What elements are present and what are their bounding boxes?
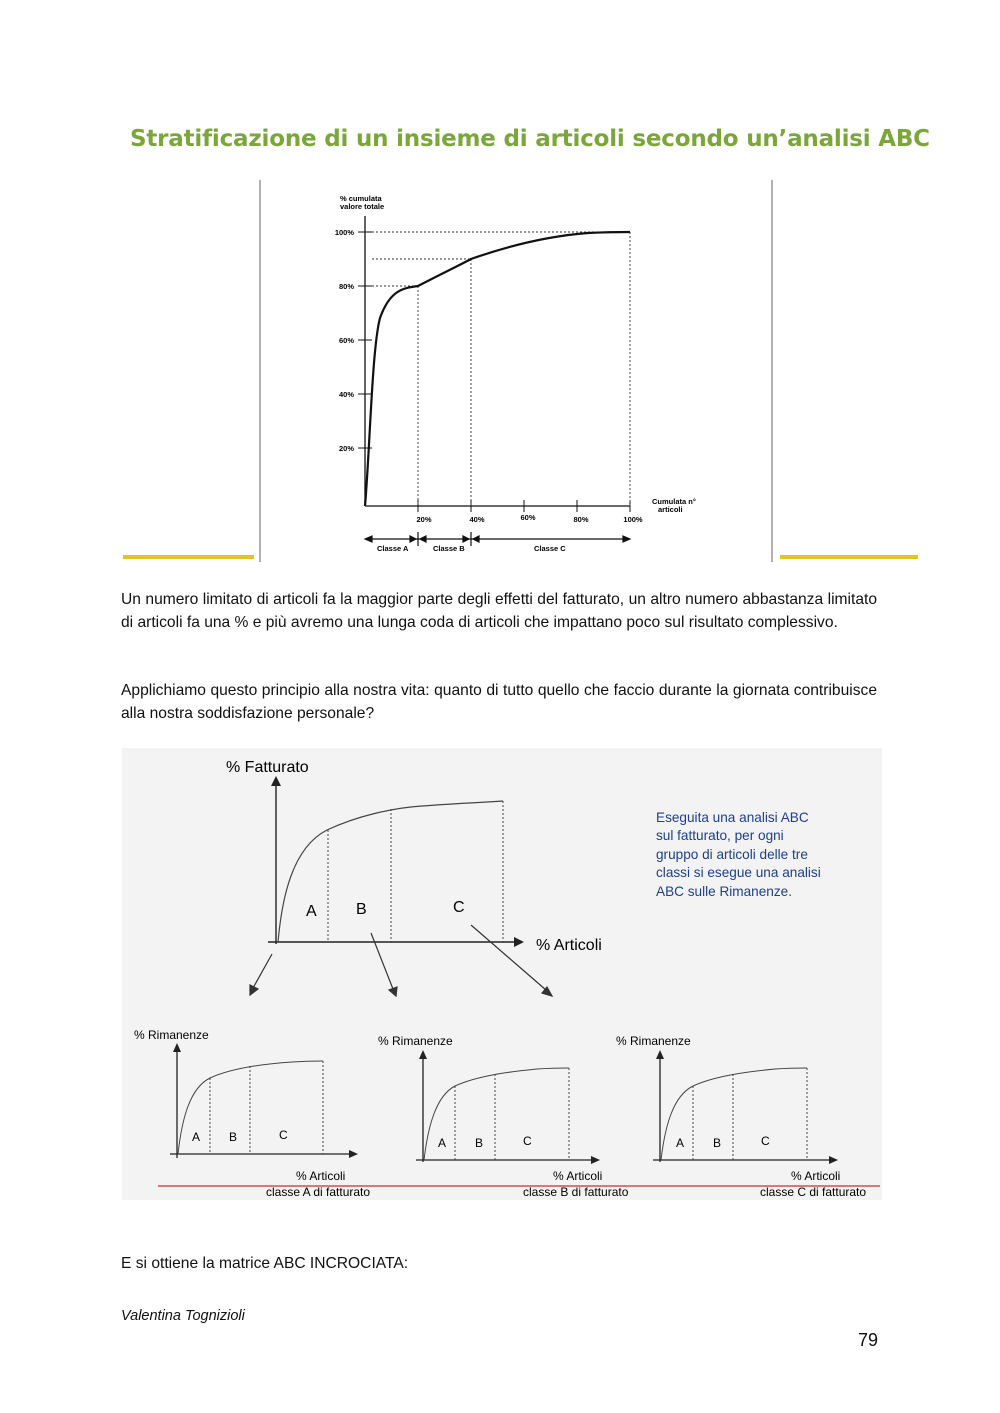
main-class-a: A	[306, 903, 317, 920]
sub-x-label: % Articoli	[296, 1169, 346, 1183]
cumulative-curve	[365, 232, 630, 506]
y-ticks	[335, 228, 372, 453]
class-c-label: Classe C	[534, 544, 566, 553]
y-axis-label-line1: % cumulata	[340, 194, 382, 203]
note-line: sul fatturato, per ogni	[656, 828, 784, 843]
sub-class-c: C	[761, 1134, 770, 1148]
note-line: Eseguita una analisi ABC	[656, 810, 809, 825]
footer-author: Valentina Tognizioli	[121, 1308, 245, 1324]
main-x-label: % Articoli	[536, 937, 602, 954]
x-tick-label: 60%	[520, 513, 536, 522]
paragraph-3: E si ottiene la matrice ABC INCROCIATA:	[121, 1255, 409, 1272]
note-line: gruppo di articoli delle tre	[656, 847, 808, 862]
accent-bar-left	[123, 555, 254, 559]
sub-y-label: % Rimanenze	[616, 1034, 691, 1048]
page-title: Stratificazione di un insieme di articoli secondo un’analisi ABC	[130, 126, 930, 152]
y-axis-label-line2: valore totale	[340, 202, 385, 211]
main-class-c: C	[453, 899, 465, 916]
sub-class-a: A	[438, 1136, 447, 1150]
cross-abc-figure	[122, 748, 882, 1200]
accent-bar-right	[780, 555, 918, 559]
sub-caption: classe C di fatturato	[760, 1185, 867, 1199]
y-tick-label: 40%	[338, 390, 354, 399]
x-tick-label: 20%	[416, 515, 432, 524]
x-tick-label: 100%	[623, 515, 643, 524]
y-tick-label: 20%	[338, 444, 354, 453]
class-b-label: Classe B	[433, 544, 465, 553]
x-tick-label: 80%	[573, 515, 589, 524]
x-tick-label: 40%	[469, 515, 485, 524]
main-y-label: % Fatturato	[226, 759, 309, 776]
sub-class-c: C	[523, 1134, 532, 1148]
sub-y-label: % Rimanenze	[378, 1034, 453, 1048]
main-class-b: B	[356, 901, 367, 918]
paragraph-1: Un numero limitato di articoli fa la maggior parte degli effetti del fatturato, un altro numero abbastanza limitato di articoli fa una % e più avremo una lunga coda di articoli che impattano poco sul risultato complessivo.	[121, 591, 877, 631]
sub-class-b: B	[229, 1130, 238, 1144]
sub-class-b: B	[475, 1136, 484, 1150]
sub-x-label: % Articoli	[553, 1169, 603, 1183]
note-line: ABC sulle Rimanenze.	[656, 884, 792, 899]
sub-class-a: A	[676, 1136, 685, 1150]
y-tick-label: 60%	[338, 336, 354, 345]
x-axis-label-line2: articoli	[658, 505, 683, 514]
guide-lines	[372, 232, 630, 506]
sub-caption: classe B di fatturato	[523, 1185, 629, 1199]
y-tick-label: 80%	[338, 282, 354, 291]
paragraph-2: Applichiamo questo principio alla nostra vita: quanto di tutto quello che faccio durante la giornata contribuisce alla nostra soddisfazione personale?	[121, 682, 877, 722]
class-a-label: Classe A	[377, 544, 409, 553]
abc-curve-figure	[118, 178, 922, 566]
sub-x-label: % Articoli	[791, 1169, 841, 1183]
y-tick-label: 100%	[334, 228, 354, 237]
sub-class-a: A	[192, 1130, 201, 1144]
x-ticks	[416, 500, 642, 524]
sub-class-c: C	[279, 1128, 288, 1142]
sub-y-label: % Rimanenze	[134, 1028, 209, 1042]
note-line: classi si esegue una analisi	[656, 865, 821, 880]
x-axis-label-line1: Cumulata n°	[652, 497, 696, 506]
sub-class-b: B	[713, 1136, 722, 1150]
sub-caption: classe A di fatturato	[266, 1185, 371, 1199]
page-number: 79	[857, 1330, 878, 1350]
